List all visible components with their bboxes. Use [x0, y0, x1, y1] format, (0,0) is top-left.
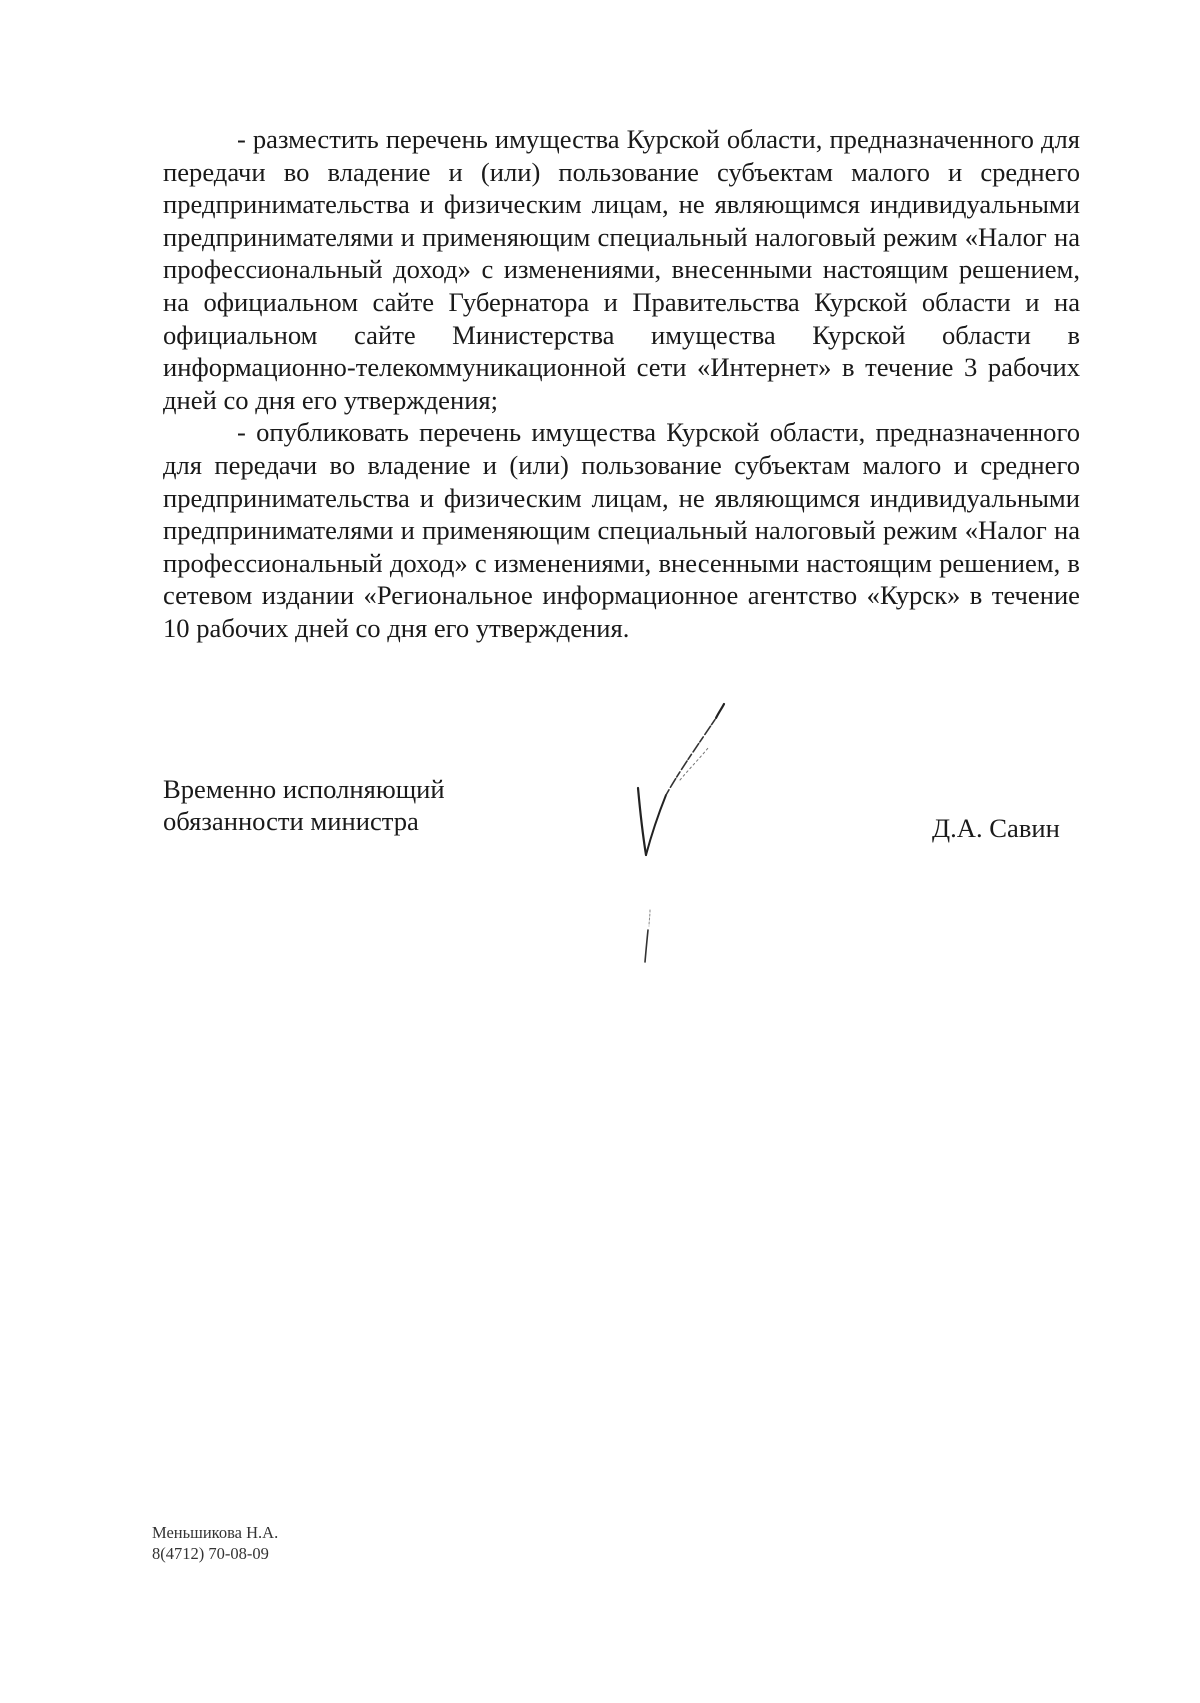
- letter-body: [163, 123, 1080, 645]
- signer-name: Д.А. Савин: [932, 813, 1060, 843]
- signer-position: [163, 773, 445, 837]
- paragraph-publish-in-media: - опубликовать перечень имущества Курской области, предназначенного для передачи во владение и (или) пользование субъектам малого и среднего предпринимательства и физическим лицам, не являющимся индивидуальными предпринимателями и применяющим специальный налоговый режим «Налог на профессиональный доход» с изменениями, внесенными настоящим решением, в сетевом издании «Региональное информационное агентство «Курск» в течение 10 рабочих дней со дня его утверждения.: [163, 417, 1080, 643]
- signer-position-line-1: Временно исполняющий: [163, 774, 445, 804]
- contact-name: Меньшикова Н.А.: [152, 1523, 279, 1542]
- paragraph-publish-on-sites: - разместить перечень имущества Курской области, предназначенного для передачи во владение и (или) пользование субъектам малого и среднего предпринимательства и физическим лицам, не являющимся индивидуальными предпринимателями и применяющим специальный налоговый режим «Налог на профессиональный доход» с изменениями, внесенными настоящим решением, на официальном сайте Губернатора и Правительства Курской области и на официальном сайте Министерства имущества Курской области в информационно-телекоммуникационной сети «Интернет» в течение 3 рабочих дней со дня его утверждения;: [163, 124, 1080, 415]
- handwritten-signature: [620, 700, 760, 970]
- signer-position-line-2: обязанности министра: [163, 806, 419, 836]
- contact-phone: 8(4712) 70-08-09: [152, 1544, 269, 1563]
- contact-info: [152, 1522, 278, 1564]
